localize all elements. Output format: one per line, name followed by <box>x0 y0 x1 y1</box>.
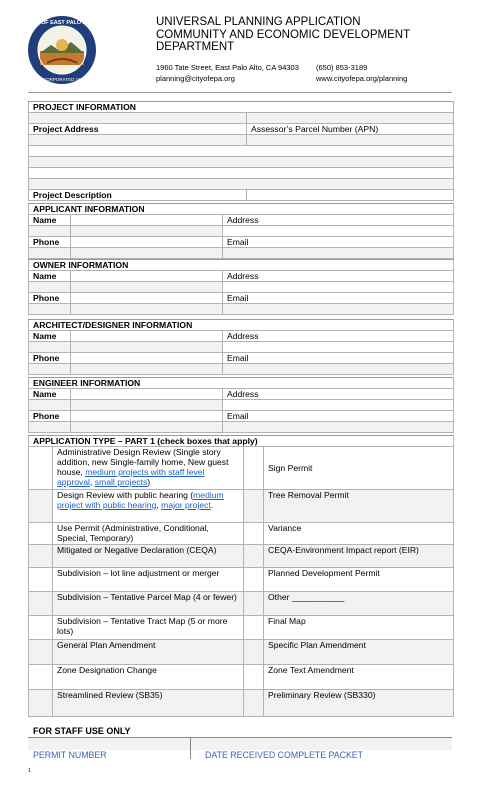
applicant-table <box>28 203 454 259</box>
checkbox-other[interactable] <box>244 592 264 616</box>
option-parcel-map: Subdivision – Tentative Parcel Map (4 or fewer) <box>53 592 244 616</box>
blank-cell[interactable] <box>71 342 223 353</box>
application-type-heading: APPLICATION TYPE – PART 1 (check boxes that apply) <box>29 436 454 447</box>
checkbox-tract-map[interactable] <box>29 616 53 640</box>
checkbox-sb330[interactable] <box>244 690 264 717</box>
apn-label: Assessor’s Parcel Number (APN) <box>247 124 454 135</box>
project-description-label: Project Description <box>29 190 247 201</box>
option-ceqa-eir: CEQA-Environment Impact report (EIR) <box>264 545 454 568</box>
blank-row[interactable] <box>29 157 454 168</box>
medium-projects-link[interactable]: medium projects with staff level approval <box>57 467 205 487</box>
staff-divider <box>190 737 191 759</box>
option-other: Other ___________ <box>264 592 454 616</box>
checkbox-gp-amendment[interactable] <box>29 640 53 665</box>
option-final-map: Final Map <box>264 616 454 640</box>
form-title <box>156 16 456 54</box>
apn-field[interactable] <box>247 135 454 146</box>
project-info-heading: PROJECT INFORMATION <box>29 102 454 113</box>
owner-phone-label: Phone <box>29 293 71 304</box>
dept-website[interactable]: www.cityofepa.org/planning <box>316 74 408 83</box>
applicant-email-label: Email <box>223 237 454 248</box>
architect-email-field[interactable] <box>223 364 454 375</box>
option-text: . <box>210 500 214 510</box>
option-text: Design Review with public hearing ( <box>57 490 194 500</box>
applicant-name-field[interactable] <box>71 215 223 226</box>
engineer-heading: ENGINEER INFORMATION <box>29 378 454 389</box>
option-use-permit: Use Permit (Administrative, Conditional, Special, Temporary) <box>53 523 244 545</box>
engineer-address-field[interactable] <box>223 400 454 411</box>
architect-phone-label: Phone <box>29 353 71 364</box>
engineer-table <box>28 377 454 433</box>
architect-name-field[interactable] <box>71 331 223 342</box>
blank-cell[interactable] <box>71 248 223 259</box>
applicant-heading: APPLICANT INFORMATION <box>29 204 454 215</box>
checkbox-specific-plan[interactable] <box>244 640 264 665</box>
checkbox-tree-removal[interactable] <box>244 490 264 523</box>
engineer-address-label: Address <box>223 389 454 400</box>
owner-email-label: Email <box>223 293 454 304</box>
engineer-name-label: Name <box>29 389 71 400</box>
checkbox-admin-design-review[interactable] <box>29 447 53 490</box>
owner-address-label: Address <box>223 271 454 282</box>
option-ceqa-declaration: Mitigated or Negative Declaration (CEQA) <box>53 545 244 568</box>
option-design-review-hearing <box>53 490 244 523</box>
checkbox-ceqa-eir[interactable] <box>244 545 264 568</box>
architect-email-label: Email <box>223 353 454 364</box>
option-admin-design-review <box>53 447 244 490</box>
checkbox-sign-permit[interactable] <box>244 447 264 490</box>
option-text: ) <box>147 477 151 487</box>
applicant-address-label: Address <box>223 215 454 226</box>
checkbox-ceqa-declaration[interactable] <box>29 545 53 568</box>
blank-row[interactable] <box>29 179 454 190</box>
blank-row[interactable] <box>29 146 454 157</box>
major-project-link[interactable]: major project <box>161 500 211 510</box>
option-specific-plan: Specific Plan Amendment <box>264 640 454 665</box>
option-gp-amendment: General Plan Amendment <box>53 640 244 665</box>
title-line-3: DEPARTMENT <box>156 41 235 53</box>
checkbox-planned-dev[interactable] <box>244 568 264 592</box>
checkbox-zone-text[interactable] <box>244 665 264 690</box>
applicant-name-label: Name <box>29 215 71 226</box>
header-divider <box>28 92 452 93</box>
architect-name-label: Name <box>29 331 71 342</box>
date-received-label: DATE RECEIVED COMPLETE PACKET <box>205 750 364 760</box>
applicant-address-field[interactable] <box>223 226 454 237</box>
small-projects-link[interactable]: small projects <box>94 477 148 487</box>
blank-cell[interactable] <box>29 226 71 237</box>
dept-email[interactable]: planning@cityofepa.org <box>156 74 235 83</box>
blank-cell[interactable] <box>247 113 454 124</box>
engineer-phone-field[interactable] <box>71 411 223 422</box>
project-info-table <box>28 101 454 201</box>
applicant-phone-label: Phone <box>29 237 71 248</box>
option-text: , <box>156 500 162 510</box>
blank-cell[interactable] <box>71 282 223 293</box>
architect-phone-field[interactable] <box>71 353 223 364</box>
option-sb330: Preliminary Review (SB330) <box>264 690 454 717</box>
option-tract-map: Subdivision – Tentative Tract Map (5 or more lots) <box>53 616 244 640</box>
contact-info <box>156 62 408 84</box>
blank-cell[interactable] <box>29 400 71 411</box>
owner-email-field[interactable] <box>223 304 454 315</box>
blank-row[interactable] <box>29 168 454 179</box>
application-type-table <box>28 435 454 717</box>
blank-cell[interactable] <box>71 422 223 433</box>
svg-text:CITY OF EAST PALO ALTO: CITY OF EAST PALO ALTO <box>27 20 97 26</box>
checkbox-parcel-map[interactable] <box>29 592 53 616</box>
owner-address-field[interactable] <box>223 282 454 293</box>
architect-address-label: Address <box>223 331 454 342</box>
option-sign-permit: Sign Permit <box>264 447 454 490</box>
option-text: Administrative Design Review (Single story addition, new Single-family home, New guest house, <box>57 447 229 477</box>
option-zone-change: Zone Designation Change <box>53 665 244 690</box>
blank-cell[interactable] <box>71 364 223 375</box>
checkbox-use-permit[interactable] <box>29 523 53 545</box>
option-tree-removal: Tree Removal Permit <box>264 490 454 523</box>
blank-cell[interactable] <box>29 342 71 353</box>
blank-cell[interactable] <box>29 282 71 293</box>
blank-cell[interactable] <box>29 364 71 375</box>
blank-cell[interactable] <box>71 304 223 315</box>
owner-name-field[interactable] <box>71 271 223 282</box>
blank-cell[interactable] <box>71 400 223 411</box>
blank-cell[interactable] <box>29 422 71 433</box>
checkbox-variance[interactable] <box>244 523 264 545</box>
permit-number-label: PERMIT NUMBER <box>33 750 107 760</box>
owner-heading: OWNER INFORMATION <box>29 260 454 271</box>
owner-table <box>28 259 454 315</box>
architect-heading: ARCHITECT/DESIGNER INFORMATION <box>29 320 454 331</box>
option-text: , <box>89 477 95 487</box>
option-zone-text: Zone Text Amendment <box>264 665 454 690</box>
engineer-phone-label: Phone <box>29 411 71 422</box>
engineer-email-label: Email <box>223 411 454 422</box>
checkbox-zone-change[interactable] <box>29 665 53 690</box>
applicant-phone-field[interactable] <box>71 237 223 248</box>
option-lot-line: Subdivision – lot line adjustment or merger <box>53 568 244 592</box>
owner-name-label: Name <box>29 271 71 282</box>
dept-address: 1960 Tate Street, East Palo Alto, CA 94303 <box>156 63 299 72</box>
applicant-email-field[interactable] <box>223 248 454 259</box>
engineer-name-field[interactable] <box>71 389 223 400</box>
option-variance: Variance <box>264 523 454 545</box>
owner-phone-field[interactable] <box>71 293 223 304</box>
blank-cell[interactable] <box>29 304 71 315</box>
title-line-1: UNIVERSAL PLANNING APPLICATION <box>156 16 361 28</box>
staff-use-heading: FOR STAFF USE ONLY <box>33 726 131 736</box>
page-number: 1 <box>28 768 31 774</box>
title-line-2: COMMUNITY AND ECONOMIC DEVELOPMENT <box>156 28 411 41</box>
architect-table <box>28 319 454 375</box>
blank-cell[interactable] <box>71 226 223 237</box>
staff-use-bar <box>28 737 452 750</box>
dept-phone: (650) 853-3189 <box>316 63 368 72</box>
checkbox-final-map[interactable] <box>244 616 264 640</box>
blank-cell[interactable] <box>29 113 247 124</box>
medium-project-hearing-link[interactable]: medium project with public hearing <box>57 490 224 510</box>
checkbox-lot-line[interactable] <box>29 568 53 592</box>
checkbox-design-review-hearing[interactable] <box>29 490 53 523</box>
option-sb35: Streamlined Review (SB35) <box>53 690 244 717</box>
project-address-field[interactable] <box>29 135 247 146</box>
city-seal-logo <box>27 15 97 85</box>
architect-address-field[interactable] <box>223 342 454 353</box>
checkbox-sb35[interactable] <box>29 690 53 717</box>
svg-text:INCORPORATED 1983: INCORPORATED 1983 <box>38 77 86 82</box>
engineer-email-field[interactable] <box>223 422 454 433</box>
project-description-field[interactable] <box>247 190 454 201</box>
option-planned-dev: Planned Development Permit <box>264 568 454 592</box>
blank-cell[interactable] <box>29 248 71 259</box>
project-address-label: Project Address <box>29 124 247 135</box>
